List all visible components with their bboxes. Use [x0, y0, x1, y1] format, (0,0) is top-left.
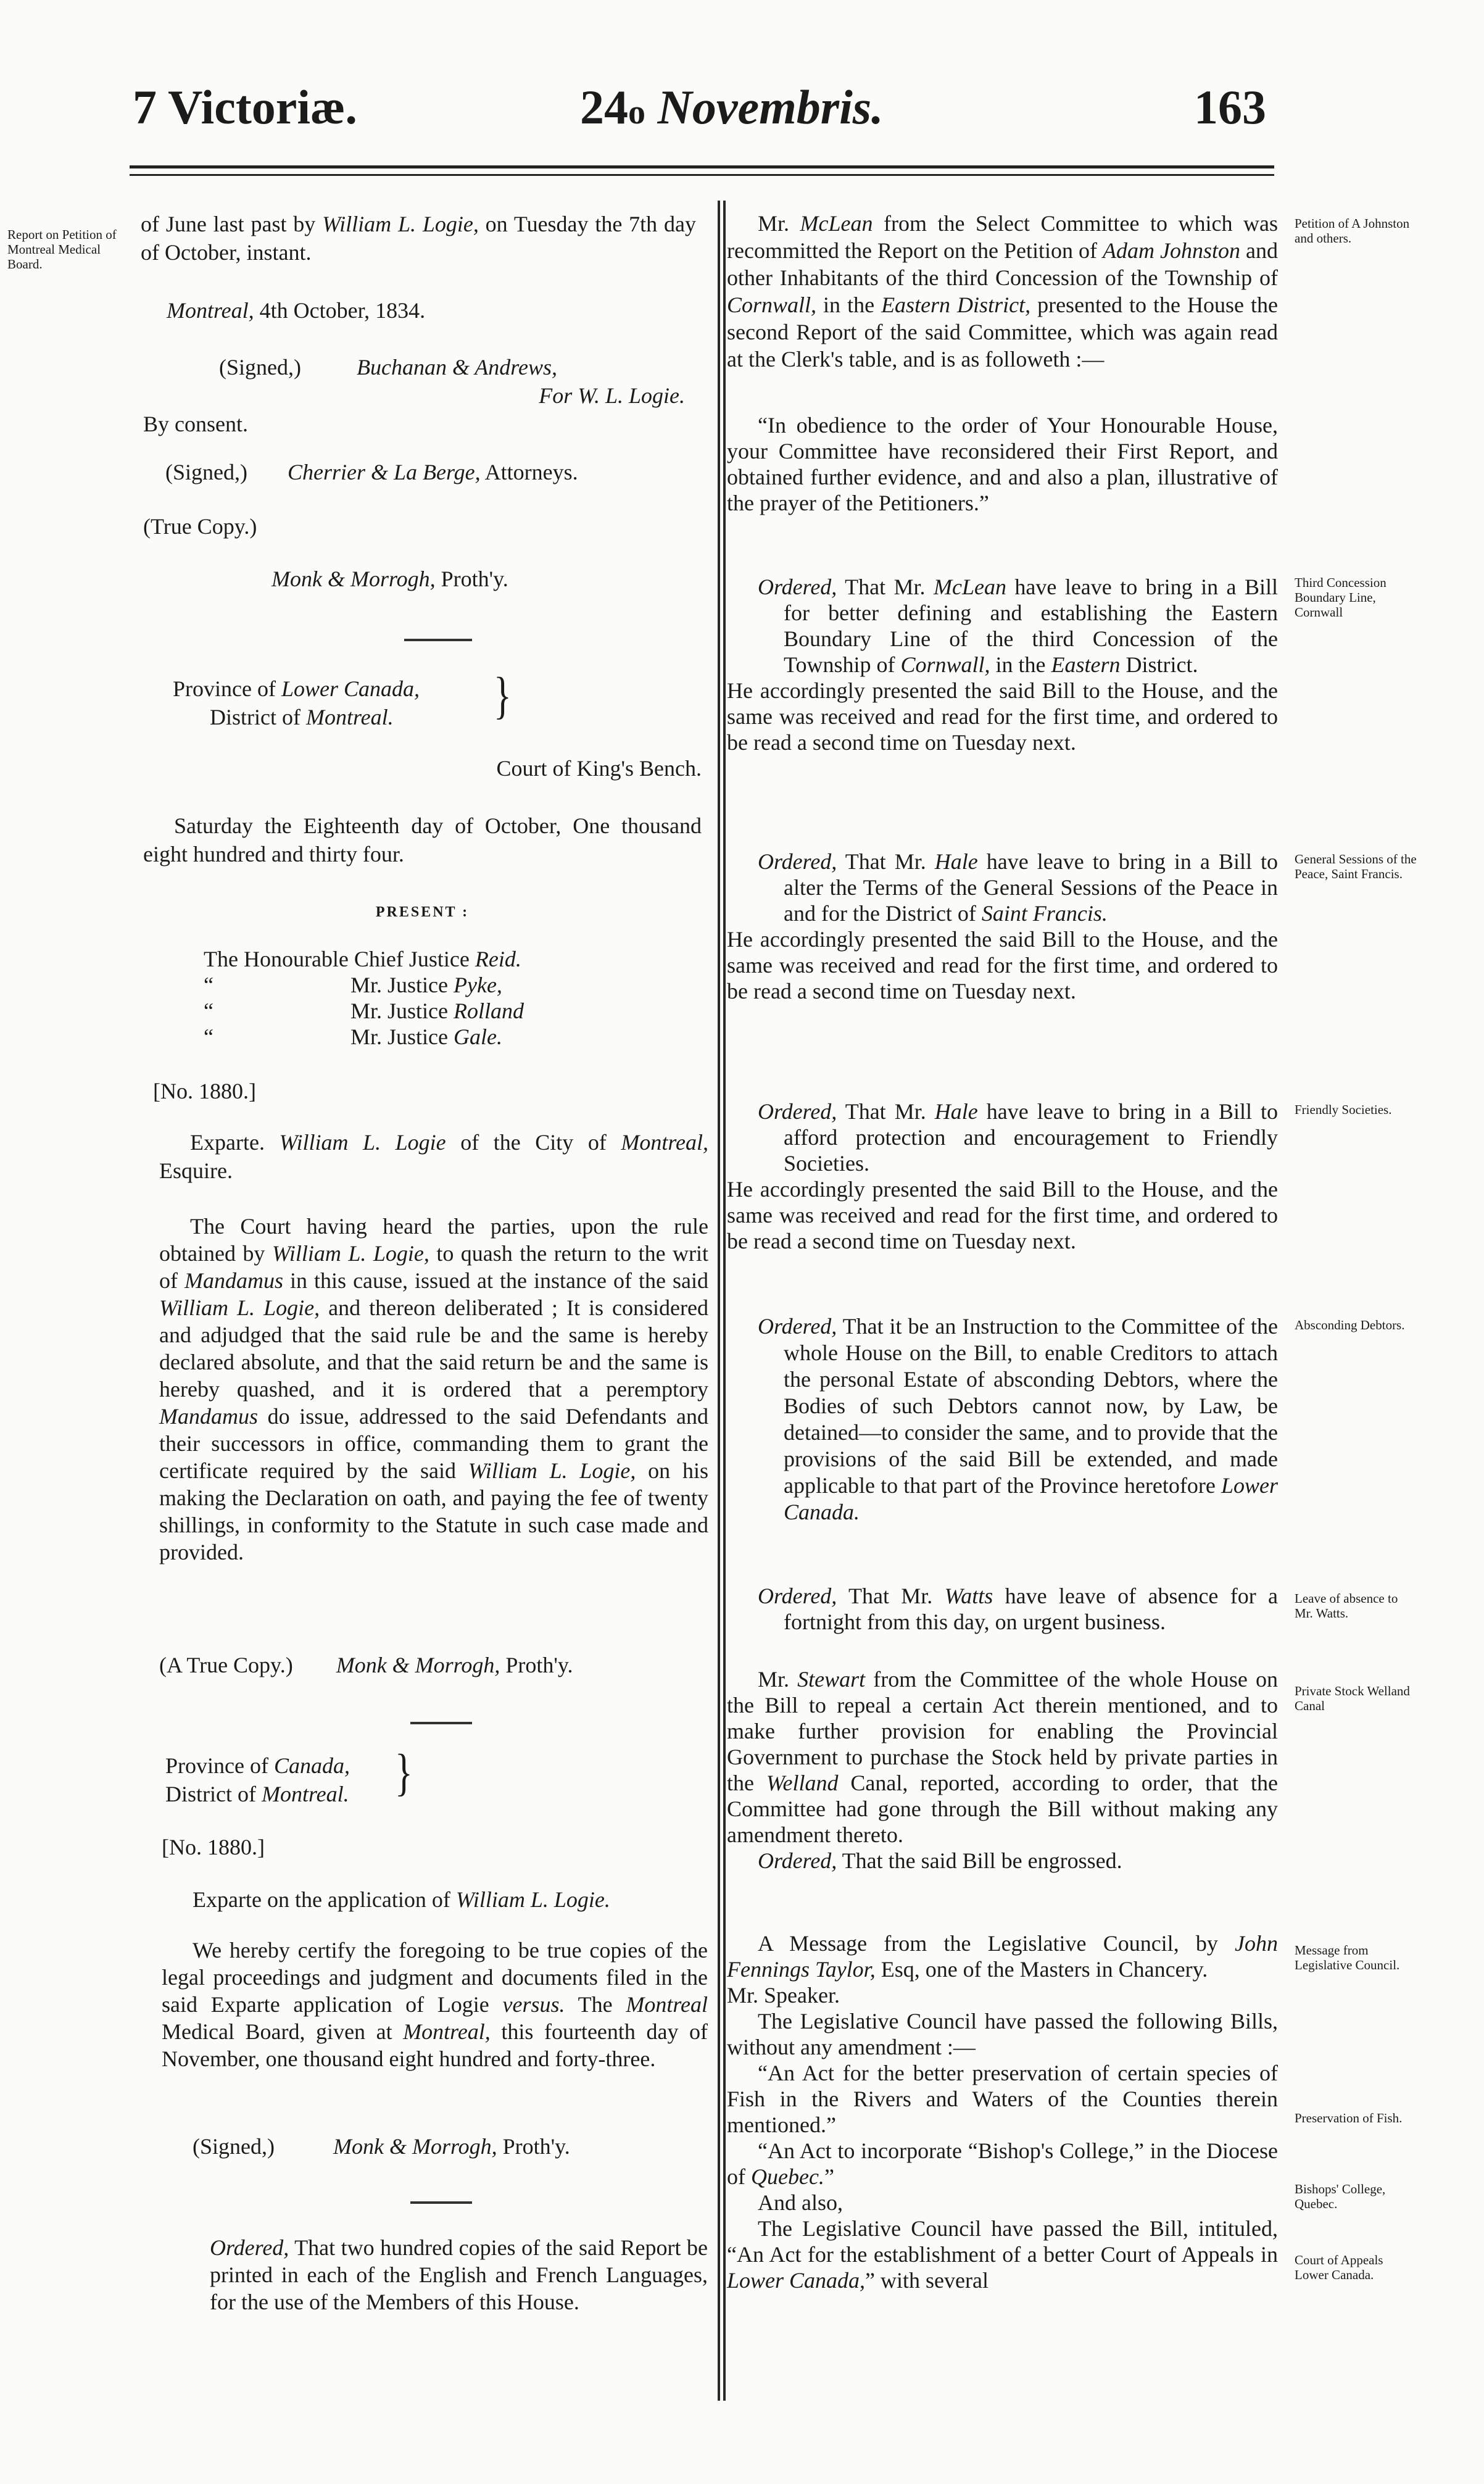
- saturday-text: Saturday the Eighteenth day of October, One thousand eight hundred and thirty four.: [143, 813, 702, 866]
- firm-name: Buchanan & Andrews,: [356, 355, 557, 380]
- dateline: [167, 296, 697, 325]
- order-hale-societies: Ordered, That Mr. Hale have leave to bring in a Bill to afford protection and encouragement to Friendly Societies. He accordingly presented the said Bill to the House, and the same was received and read for the first time, and ordered to be read a second time on Tuesday next.: [727, 1099, 1278, 1253]
- signed-label: (Signed,): [219, 355, 301, 380]
- separator-dash-2: [410, 1722, 472, 1724]
- true-copy-text: (True Copy.): [143, 514, 257, 539]
- signature-block-3: [193, 2132, 705, 2161]
- prothonotary-name: Monk & Morrogh,: [272, 567, 436, 591]
- margin-note-watts: Leave of absence to Mr. Watts.: [1295, 1591, 1398, 1621]
- firm-for: For W. L. Logie.: [539, 383, 685, 408]
- act-fish: “An Act for the better preservation of certain species of Fish in the Rivers and Waters of the Counties therein mentioned.”: [727, 2061, 1278, 2137]
- mclean-report: Mr. McLean from the Select Committee to which was recommitted the Report on the Petition of Adam Johnston and other Inhabitants of the third Concession of the Township of Cornwall, in the Eastern District, presented to the House the second Report of the said Committee, which was again read at the Clerk's table, and is as followeth :—: [727, 211, 1279, 372]
- order-mclean: Ordered, That Mr. McLean have leave to bring in a Bill for better defining and establishing the Eastern Boundary Line of the third Concession of the Township of Cornwall, in the Eastern District. He accordingly presented the said Bill to the House, and the same was received and read for the first time, and ordered to be read a second time on Tuesday next.: [727, 575, 1278, 755]
- province-block-2: Province of Canada, District of Montreal.: [165, 1753, 350, 1806]
- prothonotary-1: [272, 565, 697, 593]
- number-text: [No. 1880.]: [153, 1079, 256, 1103]
- speaker-address: Mr. Speaker.: [727, 1983, 840, 2008]
- province-brace-1: }: [494, 667, 512, 724]
- margin-note-cornwall: Third Concession Boundary Line, Cornwall: [1295, 575, 1387, 620]
- margin-note-general-sessions: General Sessions of the Peace, Saint Francis.: [1295, 852, 1417, 881]
- margin-note-court-of-appeals: Court of Appeals Lower Canada.: [1295, 2253, 1383, 2282]
- justice-gale: “ Mr. Justice Gale.: [204, 1024, 502, 1049]
- separator-dash-3: [410, 2201, 472, 2204]
- header-rule-top: [130, 165, 1274, 168]
- obedience-quote: [727, 412, 1278, 516]
- date-number: 24: [580, 80, 628, 134]
- true-copy-1: [143, 512, 698, 541]
- certification-paragraph: We hereby certify the foregoing to be true copies of the legal proceedings and judgment and documents filed in the said Exparte application of Logie versus. The Montreal Medical Board, given at Montreal, this fourteenth day of November, one thousand eight hundred and forty-three.: [162, 1938, 708, 2071]
- margin-note-welland: Private Stock Welland Canal: [1295, 1684, 1410, 1713]
- page-number: 163: [1194, 80, 1266, 134]
- hale-societies-presented: He accordingly presented the said Bill to the House, and the same was received and read for the first time, and ordered to be read a second time on Tuesday next.: [727, 1177, 1278, 1253]
- exparte-paragraph: Exparte. William L. Logie of the City of Montreal, Esquire.: [159, 1130, 709, 1183]
- bills-passed: The Legislative Council have passed the following Bills, without any amendment :—: [727, 2009, 1278, 2059]
- province-brace-2: }: [395, 1743, 413, 1801]
- justice-rolland: “ Mr. Justice Rolland: [204, 999, 524, 1023]
- column-divider-2: [723, 201, 726, 2401]
- saturday-paragraph: [143, 812, 702, 868]
- prothonotary-name-2: Monk & Morrogh,: [336, 1653, 500, 1677]
- order-hale-sessions: Ordered, That Mr. Hale have leave to bring in a Bill to alter the Terms of the General Sessions of the Peace in and for the District of Saint Francis. He accordingly presented the said Bill to the House, and the same was received and read for the first time, and ordered to be read a second time on Tuesday next.: [727, 849, 1278, 1003]
- quote-text: “In obedience to the order of Your Honourable House, your Committee have reconsidered their First Report, and obtained further evidence, and and also a plan, illustrative of the prayer of the Petitioners.”: [727, 413, 1278, 515]
- prothonotary-title-2: Proth'y.: [500, 1653, 573, 1677]
- order-watts-leave: Ordered, That Mr. Watts have leave of absence for a fortnight from this day, on urgent business.: [758, 1584, 1278, 1634]
- justice-chief: The Honourable Chief Justice Reid.: [204, 947, 521, 971]
- date-degree: o: [628, 93, 645, 131]
- number-2: [162, 1833, 470, 1861]
- margin-note-fish: Preservation of Fish.: [1295, 2111, 1403, 2125]
- margin-note-bishops-college: Bishops' College, Quebec.: [1295, 2182, 1386, 2211]
- signature-block-1: [219, 353, 697, 410]
- province-block-1: Province of Lower Canada, District of Montreal.: [173, 676, 420, 729]
- exparte-application: Exparte on the application of William L. Logie.: [193, 1887, 610, 1912]
- separator-dash-1: [404, 639, 472, 641]
- true-copy-2: [159, 1651, 708, 1679]
- dateline-date: 4th October, 1834.: [254, 298, 426, 323]
- present-label: PRESENT :: [375, 904, 470, 920]
- running-head-left: 7 Victoriæ.: [133, 80, 357, 134]
- prothonotary-title: Proth'y.: [435, 567, 508, 591]
- justices-list: [204, 946, 697, 1050]
- intro-paragraph: of June last past by William L. Logie, on Tuesday the 7th day of October, instant.: [141, 212, 696, 265]
- prothonotary-title-3: Proth'y.: [497, 2134, 570, 2159]
- header-rule-bottom: [130, 174, 1274, 176]
- signature-block-2: [165, 458, 702, 486]
- margin-note-johnston: Petition of A Johnston and others.: [1295, 216, 1410, 246]
- signed-label-2: (Signed,): [165, 460, 247, 484]
- column-divider: [718, 201, 720, 2401]
- signed-label-3: (Signed,): [193, 2134, 275, 2159]
- left-intro: [141, 210, 696, 267]
- council-message: A Message from the Legislative Council, by John Fennings Taylor, Esq, one of the Masters in Chancery. Mr. Speaker. The Legislative Council have passed the following Bills, without any amendment :— “An Act for the better preservation of certain species of Fish in the Rivers and Waters of the Counties therein mentioned.” “An Act to incorporate “Bishop's College,” in the Diocese of Quebec.” And also, The Legislative Council have passed the Bill, intituled, “An Act for the establishment of a better Court of Appeals in Lower Canada,” with several: [727, 1931, 1278, 2293]
- true-copy-label: (A True Copy.): [159, 1653, 293, 1677]
- present-heading: [143, 898, 702, 926]
- prothonotary-name-3: Monk & Morrogh,: [333, 2134, 497, 2159]
- court-kings-bench: [143, 754, 702, 783]
- order-absconding-debtors: Ordered, That it be an Instruction to the Committee of the whole House on the Bill, to enable Creditors to attach the personal Estate of absconding Debtors, where the Bodies of such Debtors cannot now, by Law, be detained—to consider the same, and to provide that the provisions of the said Bill be extended, and made applicable to that part of the Province heretofore Lower Canada.: [758, 1314, 1278, 1524]
- running-head-date: [580, 80, 884, 134]
- consent-text: By consent.: [143, 412, 248, 436]
- number-1: [153, 1077, 462, 1105]
- number-text-2: [No. 1880.]: [162, 1835, 265, 1859]
- ordered-printing: Ordered, That two hundred copies of the said Report be printed in each of the English and French Languages, for the use of the Members of this House.: [210, 2235, 708, 2314]
- stewart-report: Mr. Stewart from the Committee of the whole House on the Bill to repeal a certain Act therein mentioned, and to make further provision for enabling the Provincial Government to purchase the Stock held by private parties in the Welland Canal, reported, according to order, that the Committee had gone through the Bill without making any amendment thereto. Ordered, That the said Bill be engrossed.: [727, 1667, 1278, 1873]
- attorneys-firm: Cherrier & La Berge,: [287, 460, 481, 484]
- margin-note-friendly-societies: Friendly Societies.: [1295, 1102, 1392, 1117]
- judgment-paragraph: The Court having heard the parties, upon the rule obtained by William L. Logie, to quash the return to the writ of Mandamus in this cause, issued at the instance of the said William L. Logie, and thereon deliberated ; It is considered and adjudged that the said rule be and the same is hereby declared absolute, and that the said return be and the same is hereby quashed, and it is ordered that a peremptory Mandamus do issue, addressed to the said Defendants and their successors in office, commanding them to grant the certificate required by the said William L. Logie, on his making the Declaration on oath, and paying the fee of twenty shillings, in conformity to the Statute in such case made and provided.: [159, 1214, 709, 1564]
- margin-note-text: Report on Petition of Montreal Medical Board.: [7, 227, 117, 272]
- dateline-place: Montreal,: [167, 298, 254, 323]
- hale-sessions-presented: He accordingly presented the said Bill to the House, and the same was received and read for the first time, and ordered to be read a second time on Tuesday next.: [727, 927, 1278, 1003]
- justice-pyke: “ Mr. Justice Pyke,: [204, 973, 502, 997]
- margin-note-medical-board: [7, 227, 131, 272]
- court-name: Court of King's Bench.: [496, 756, 702, 781]
- and-also: And also,: [758, 2190, 843, 2215]
- date-month: Novembris.: [657, 80, 884, 134]
- attorneys-label: Attorneys.: [480, 460, 578, 484]
- margin-note-message: Message from Legislative Council.: [1295, 1943, 1400, 1972]
- margin-note-absconding-debtors: Absconding Debtors.: [1295, 1318, 1405, 1332]
- mclean-presented: He accordingly presented the said Bill to the House, and the same was received and read for the first time, and ordered to be read a second time on Tuesday next.: [727, 678, 1278, 755]
- by-consent: [143, 410, 698, 438]
